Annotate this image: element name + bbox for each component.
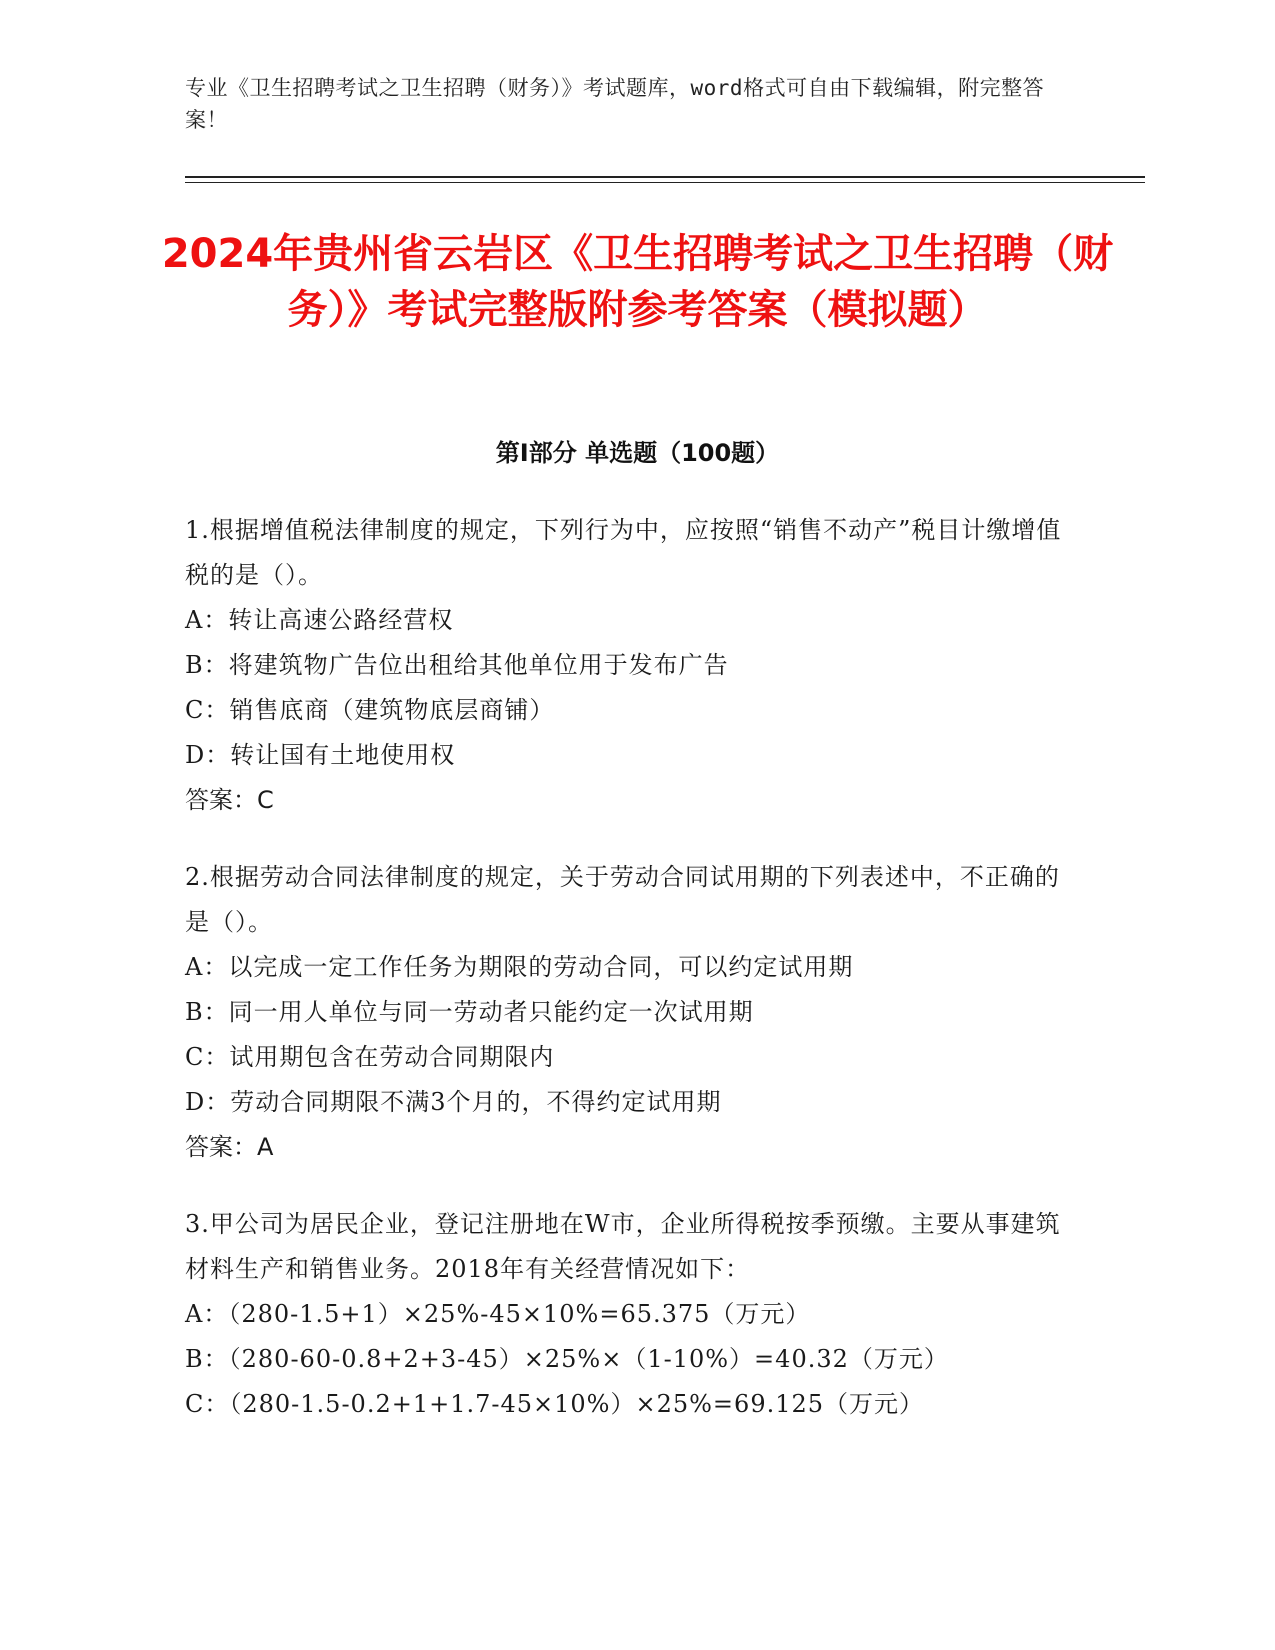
question-stem: 2.根据劳动合同法律制度的规定，关于劳动合同试用期的下列表述中，不正确的是（）。 — [185, 863, 1060, 936]
option-b: B：（280-60-0.8+2+3-45）×25%×（1-10%）=40.32（万元） — [185, 1345, 949, 1373]
option-c: C：（280-1.5-0.2+1+1.7-45×10%）×25%=69.125（万元） — [185, 1390, 925, 1418]
option-d: D：转让国有土地使用权 — [185, 741, 456, 769]
question-stem: 1.根据增值税法律制度的规定，下列行为中，应按照“销售不动产”税目计缴增值税的是（）。 — [185, 516, 1062, 589]
header-note: 专业《卫生招聘考试之卫生招聘（财务）》考试题库，word格式可自由下载编辑，附完整答案！ — [185, 76, 1045, 132]
question-stem: 3.甲公司为居民企业，登记注册地在W市，企业所得税按季预缴。主要从事建筑材料生产和销售业务。2018年有关经营情况如下： — [185, 1210, 1061, 1283]
question-list — [185, 508, 1065, 1459]
question-2 — [185, 855, 1065, 1170]
option-d: D：劳动合同期限不满3个月的，不得约定试用期 — [185, 1088, 722, 1116]
section-title: 第Ⅰ部分 单选题（100题） — [495, 439, 780, 467]
option-a: A：（280-1.5+1）×25%-45×10%=65.375（万元） — [185, 1300, 811, 1328]
document-title: 2024年贵州省云岩区《卫生招聘考试之卫生招聘（财务）》考试完整版附参考答案（模拟题） — [161, 231, 1114, 333]
option-c: C：试用期包含在劳动合同期限内 — [185, 1043, 555, 1071]
option-b: B：将建筑物广告位出租给其他单位用于发布广告 — [185, 651, 729, 679]
header-rule-thin — [185, 182, 1145, 183]
header-rule-thick — [185, 176, 1145, 178]
answer: 答案：A — [185, 1133, 274, 1161]
option-a: A：以完成一定工作任务为期限的劳动合同，可以约定试用期 — [185, 953, 854, 981]
question-1 — [185, 508, 1065, 823]
option-a: A：转让高速公路经营权 — [185, 606, 454, 634]
option-c: C：销售底商（建筑物底层商铺） — [185, 696, 555, 724]
answer: 答案：C — [185, 786, 274, 814]
question-3 — [185, 1202, 1065, 1427]
option-b: B：同一用人单位与同一劳动者只能约定一次试用期 — [185, 998, 754, 1026]
